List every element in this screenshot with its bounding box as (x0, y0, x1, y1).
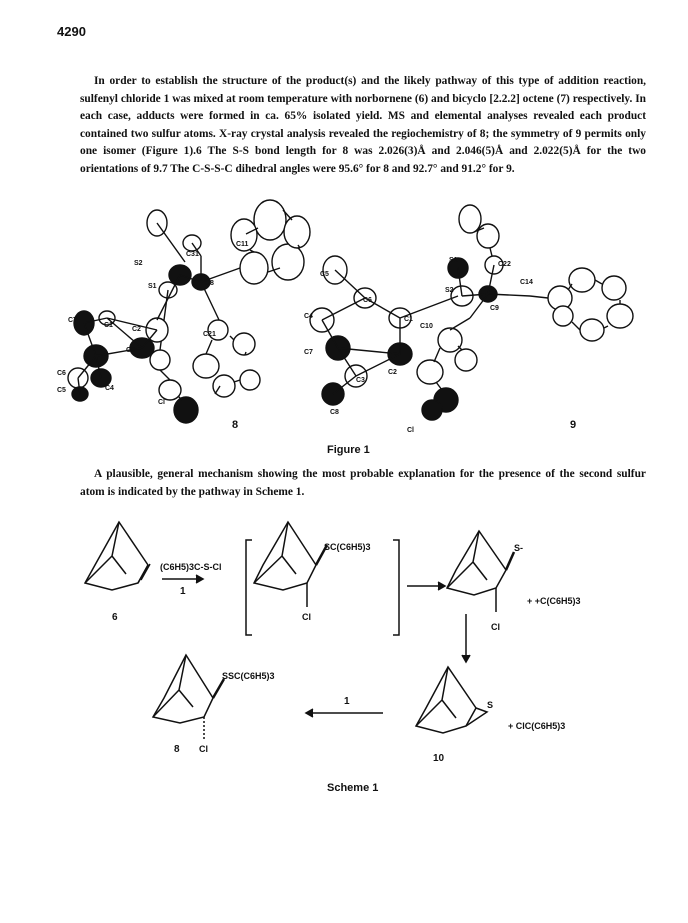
thiolate-cl: Cl (491, 622, 500, 632)
paragraph-mechanism: A plausible, general mechanism showing the most probable explanation for the presence of the second sulfur atom is indicated by the pathway in Scheme 1. (80, 468, 646, 498)
atom-label-c21: C21 (203, 331, 216, 338)
atom-label-c3: C3 (126, 347, 135, 354)
intermediate-structure (254, 522, 327, 607)
page-number: 4290 (57, 24, 86, 39)
atom-label-c1-9: C1 (404, 316, 413, 323)
compound-label-8: 8 (232, 419, 239, 431)
episulfide-10-structure (416, 667, 487, 733)
atom-label-c2: C2 (132, 326, 141, 333)
atom-label-s1: S1 (148, 283, 157, 290)
atom-label-c31: C31 (186, 251, 199, 258)
atom-label-c14: C14 (520, 279, 533, 286)
compound-label-6: 6 (112, 612, 118, 623)
atom-label-c6-9: C6 (363, 297, 372, 304)
atom-label-c7-9: C7 (304, 349, 313, 356)
figure-caption: Figure 1 (327, 444, 370, 456)
atom-label-c8: C8 (205, 280, 214, 287)
product-8-structure (153, 655, 224, 740)
atom-label-c6: C6 (57, 370, 66, 377)
intermediate-substituent: SC(C6H5)3 (324, 542, 371, 552)
byproduct-formula: + ClC(C6H5)3 (508, 721, 566, 731)
thiolate-label: S- (514, 543, 523, 553)
atom-label-c4-9: C4 (304, 313, 313, 320)
atom-label-c22: C22 (498, 261, 511, 268)
norbornene-6-structure (85, 522, 150, 590)
product-cl: Cl (199, 744, 208, 754)
atom-label-c5-9: C5 (320, 271, 329, 278)
reagent-number: 1 (180, 586, 186, 597)
atom-label-c9: C9 (490, 305, 499, 312)
atom-label-s1-9: S1 (449, 257, 458, 264)
compound-label-10: 10 (433, 753, 445, 764)
atom-label-c8-9: C8 (330, 409, 339, 416)
thiolate-structure (447, 531, 514, 612)
atom-label-cl-9: Cl (407, 427, 414, 434)
atom-label-c1: C1 (104, 322, 113, 329)
step-number: 1 (344, 696, 350, 707)
atom-label-c3-9: C3 (356, 377, 365, 384)
atom-label-c5: C5 (57, 387, 66, 394)
atom-label-c4: C4 (105, 385, 114, 392)
compound-label-9: 9 (570, 419, 577, 431)
atom-label-s2-9: S2 (445, 287, 454, 294)
compound-label-8-scheme: 8 (174, 744, 180, 755)
trityl-cation: + +C(C6H5)3 (527, 596, 581, 606)
atom-label-cl: Cl (158, 399, 165, 406)
scheme-caption: Scheme 1 (327, 782, 379, 794)
intermediate-cl: Cl (302, 612, 311, 622)
atom-label-c10: C10 (420, 323, 433, 330)
atom-label-c7: C7 (68, 317, 77, 324)
paragraph-intro: In order to establish the structure of the product(s) and the likely pathway of this type of addition reaction, sulfenyl chloride 1 was mixed at room temperature with norbornene (6) and bicyclo [2.2.2] octene (7) respectively. In each case, adducts were formed in ca. 65% isolated yield. MS and elemental analyses revealed each product contained two sulfur atoms. X-ray crystal analysis revealed the regiochemistry of 8; the symmetry of 9 permits only one isomer (Figure 1).6 The S-S bond length for 8 was 2.026(3)Å and 2.046(5)Å and 2.022(5)Å for the two orientations of 9.7 The C-S-S-C dihedral angles were 95.6° for 8 and 92.7° and 91.2° for 9. (80, 75, 646, 175)
episulfide-s: S (487, 700, 494, 710)
product-substituent: SSC(C6H5)3 (222, 671, 275, 681)
atom-label-c11: C11 (236, 241, 249, 248)
reagent-formula: (C6H5)3C-S-Cl (160, 562, 222, 572)
atom-label-s2: S2 (134, 260, 143, 267)
atom-label-c2-9: C2 (388, 369, 397, 376)
